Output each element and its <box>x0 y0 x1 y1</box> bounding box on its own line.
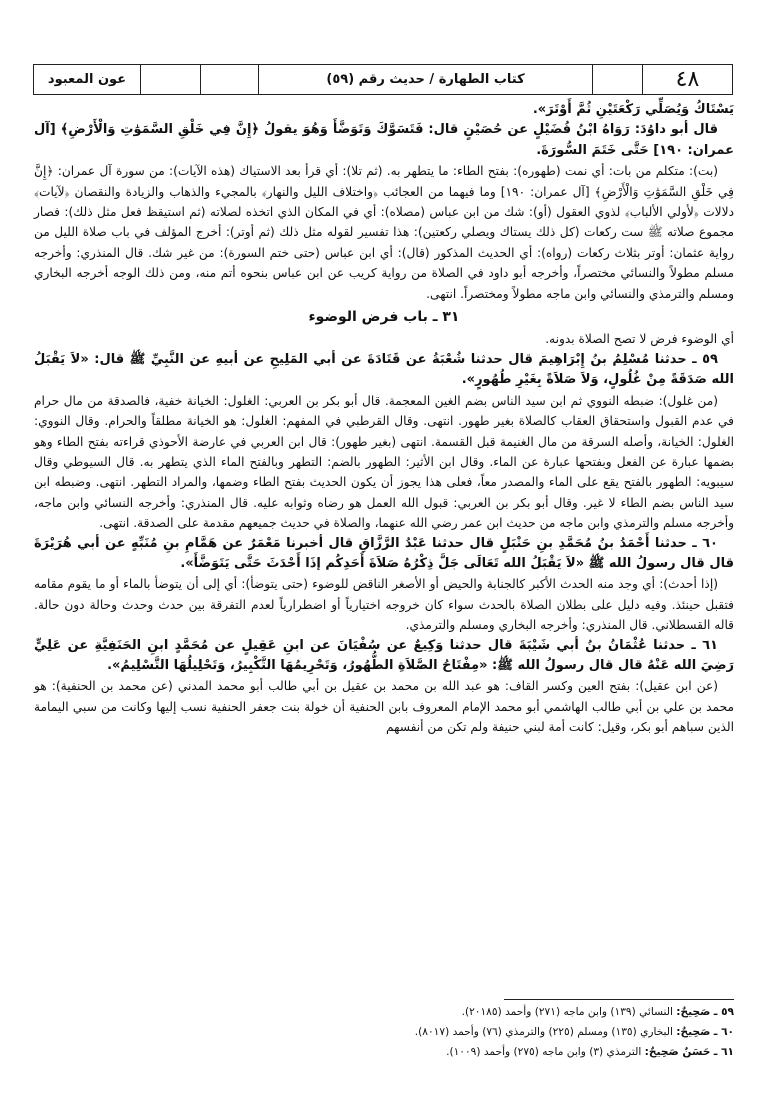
commentary-paragraph: (إذا أحدث): أي وجد منه الحدث الأكبر كالجنابة والحيض أو الأصغر الناقض للوضوء (حتى يتوضأ): أي إلى أن يتوضأ بالماء أو ما يقوم مقامه فتقبل حينئذ. وفيه دليل على بطلان الصلاة بالحدث سواء كان خروجه اختيارياً أو اضطرارياً لعدم التفرقة بين حدث وحدث وحالة دون حالة. قاله القسطلاني. قال المنذري: وأخرجه البخاري ومسلم والترمذي. <box>34 577 734 633</box>
footnote: ٥٩ ـ صَحِيحٌ: النسائي (١٣٩) وابن ماجه (٢٧١) وأحمد (٢٠١٨٥). <box>461 1006 734 1018</box>
chapter-heading: كتاب الطهارة / حديث رقم (٥٩) <box>258 65 592 94</box>
main-text <box>34 100 734 738</box>
footnote-divider <box>504 999 734 1000</box>
header-empty-cell <box>200 65 258 94</box>
book-title: عون المعبود <box>47 72 127 87</box>
header-empty-cell <box>592 65 642 94</box>
footnote: ٦٠ ـ صَحِيحٌ: البخاري (١٣٥) ومسلم (٢٢٥) والترمذي (٧٦) وأحمد (٨٠١٧). <box>414 1026 734 1038</box>
header-empty-cell <box>140 65 200 94</box>
commentary-paragraph: (عن ابن عقيل): بفتح العين وكسر القاف: هو عبد الله بن محمد بن عقيل بن أبي طالب أبو محمد المدني (عن محمد بن الحنفية): هو محمد بن علي بن أبي طالب الهاشمي أبو محمد الإمام المعروف بابن الحنفية أن خولة بنت جعفر الحنفية نسب إليها وكانت من سبي اليمامة الذين سباهم أبو بكر، وقيل: كانت أمة لبني حنيفة ولم تكن من أنفسهم <box>34 679 734 735</box>
hadith-60: ٦٠ ـ حدثنا أَحْمَدُ بنُ مُحَمَّدِ بنِ حَنْبَلٍ قال حدثنا عَبْدُ الرَّزَّاقِ قال أخبرنا مَعْمَرٌ عن هَمَّامِ بنِ مُنَبِّهٍ عن أبي هُرَيْرَةَ قال قال رسولُ الله ﷺ «لاَ يَقْبَلُ الله تَعَالَى جَلَّ ذِكْرُهُ صَلاَةَ أَحَدِكُم إذَا أَحْدَثَ حَتَّى يَتَوَضَّأَ». <box>34 535 734 571</box>
page-header <box>33 64 733 95</box>
page-number: ٤٨ <box>642 65 732 94</box>
abu-dawud-note: قال أبو داوُدَ: رَوَاهُ ابْنُ فُضَيْلٍ عن حُصَيْنٍ قال: فَتَسَوَّكَ وَتَوَضَّأَ وَهُوَ يقولُ ﴿إِنَّ فِي خَلْقِ السَّمَوَٰتِ وَالْأَرْضِ﴾ [آل عمران: ١٩٠] حَتَّى خَتَمَ السُّورَةَ. <box>34 122 734 158</box>
hadith-continuation: يَسْتَاكُ وَيُصَلِّي رَكْعَتَيْنِ ثُمَّ أَوْتَرَ». <box>532 102 734 117</box>
footnote: ٦١ ـ حَسَنٌ صَحِيحٌ: الترمذي (٣) وابن ماجه (٢٧٥) وأحمد (١٠٠٩). <box>446 1046 734 1058</box>
commentary-paragraph: (بت): متكلم من بات: أي نمت (طهوره): بفتح الطاء: ما يتطهر به. (ثم تلا): أي قرأ بعد الاستياك (هذه الآيات): من سورة آل عمران: ﴿إِنَّ فِي خَلْقِ السَّمَوَٰتِ وَالْأَرْضِ﴾ [آل عمران: ١٩٠] وما فيهما من العجائب ﴿واختلاف الليل والنهار﴾ بالمجيء والذهاب والزيادة والنقصان ﴿لآيات﴾ دلالات ﴿لأولي الألباب﴾ لذوي العقول (أو): شك من ابن عباس (مصلاه): أي في المكان الذي اتخذه لصلاته (ثم استيقظ فعل مثل ذلك): فصار مجموع صلاته ﷺ ست ركعات (كل ذلك يستاك ويصلي ركعتين): هذا تفسير لقوله مثل ذلك (ثم أوتر): أخرج المؤلف في باب صلاة الليل من رواية عثمان: أوتر بثلاث ركعات (رواه): أي الحديث المذكور (قال): أي ابن عباس (حتى ختم السورة): من غير شك. قال المنذري: وأخرجه مسلم مطولاً والنسائي مختصراً، وأخرجه أبو داود في الصلاة من رواية كريب عن ابن عباس بنحوه أتم منه، ومن ذلك الوجه أخرجه البخاري ومسلم والترمذي والنسائي وابن ماجه مطولاً ومختصراً. انتهى. <box>34 164 734 301</box>
chapter-title: ٣١ ـ باب فرض الوضوء <box>308 309 460 326</box>
commentary-paragraph: (من غلول): ضبطه النووي ثم ابن سيد الناس بضم الغين المعجمة. قال أبو بكر بن العربي: الغلول: الخيانة خفية، فالصدقة من مال حرام في عدم القبول واستحقاق العقاب كالصلاة بغير طهور. انتهى. وقال القرطبي في المفهم: الغلول: هو الخيانة مطلقاً والحرام. وقال النووي: الغلول: الخيانة، وأصله السرقة من مال الغنيمة قبل القسمة. انتهى (بغير طهور): قال ابن العربي في عارضة الأحوذي قراءته بفتح الطاء وهو بضمها عبارة عن الفعل وبفتحها عبارة عن الماء. وقال ابن الأثير: الطهور بالضم: التطهر وبالفتح الماء الذي يتطهر به. قال السيوطي وقال سيبويه: الطهور بالفتح يقع على الماء والمصدر معاً، فعلى هذا يجوز أن يكون الحديث بفتح الطاء وضمها، والمراد التطهر. انتهى. وضبطه ابن سيد الناس بضم الطاء لا غير. وقال أبو بكر بن العربي: قبول الله العمل هو رضاه وثوابه عليه. قال المنذري: وأخرجه النسائي وابن ماجه، وأخرجه مسلم والترمذي وابن ماجه من حديث ابن عمر رضي الله عنهما، والصلاة في حديث جميعهم مقدمة على الصدقة. انتهى. <box>34 393 734 531</box>
hadith-59: ٥٩ ـ حدثنا مُسْلِمُ بنُ إِبْرَاهِيمَ قال حدثنا شُعْبَةُ عن قَتَادَةَ عن أبي المَلِيحِ عن أبيهِ عن النَّبِيِّ ﷺ قال: «لاَ يَقْبَلُ الله صَدَقَةً مِنْ غُلُولٍ، وَلاَ صَلاَةً بِغَيْرِ طُهُورٍ». <box>34 351 734 388</box>
hadith-61: ٦١ ـ حدثنا عُثْمَانُ بنُ أبي شَيْبَةَ قال حدثنا وَكِيعٌ عن سُفْيَانَ عن ابنِ عَقِيلٍ عن مُحَمَّدٍ ابنِ الحَنَفِيَّةِ عن عَلِيٍّ رَضِيَ الله عَنْهُ قال قال رسولُ الله ﷺ: «مِفْتَاحُ الصَّلاَةِ الطُّهُورُ، وَتَحْرِيمُهَا التَّكْبِيرُ، وَتَحْلِيلُهَا التَّسْلِيمُ». <box>34 637 734 673</box>
chapter-explanation: أي الوضوء فرض لا تصح الصلاة بدونه. <box>545 332 734 347</box>
